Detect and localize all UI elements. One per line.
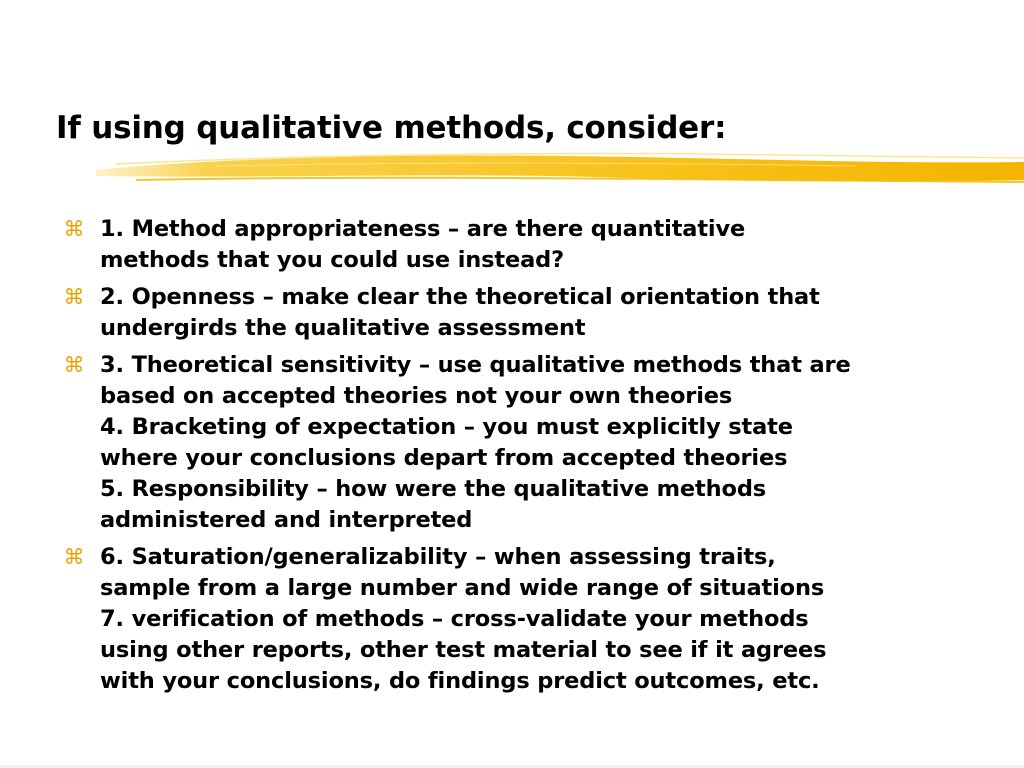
command-icon: ⌘: [63, 353, 85, 377]
bullet-text-line: 1. Method appropriateness – are there quantitative: [100, 216, 746, 242]
bullet-item: [62, 214, 1002, 276]
bullet-text-line: 4. Bracketing of expectation – you must explicitly state: [100, 414, 793, 440]
command-icon: ⌘: [63, 285, 85, 309]
bullet-text-line: 7. verification of methods – cross-validate your methods: [100, 606, 809, 632]
bullet-list: [62, 214, 1002, 703]
bullet-text-line: using other reports, other test material to see if it agrees: [100, 637, 827, 663]
bullet-text-line: 2. Openness – make clear the theoretical orientation that: [100, 284, 820, 310]
bullet-text-line: methods that you could use instead?: [100, 247, 564, 273]
command-icon: ⌘: [63, 217, 85, 241]
bullet-text-line: based on accepted theories not your own theories: [100, 383, 733, 409]
bullet-item: [62, 282, 1002, 344]
bullet-text-line: undergirds the qualitative assessment: [100, 315, 586, 341]
title-underline-brush: [96, 146, 1024, 192]
bullet-text-line: 6. Saturation/generalizability – when assessing traits,: [100, 544, 776, 570]
bullet-item: [62, 350, 1002, 536]
bullet-text-line: 5. Responsibility – how were the qualitative methods: [100, 476, 767, 502]
bullet-text-line: 3. Theoretical sensitivity – use qualitative methods that are: [100, 352, 851, 378]
slide-title: If using qualitative methods, consider:: [56, 110, 727, 146]
bullet-text-line: with your conclusions, do findings predict outcomes, etc.: [100, 668, 820, 694]
bullet-text-line: administered and interpreted: [100, 507, 473, 533]
bullet-text-line: sample from a large number and wide range of situations: [100, 575, 825, 601]
bullet-text-line: where your conclusions depart from accepted theories: [100, 445, 788, 471]
command-icon: ⌘: [63, 545, 85, 569]
bullet-item: [62, 542, 1002, 697]
